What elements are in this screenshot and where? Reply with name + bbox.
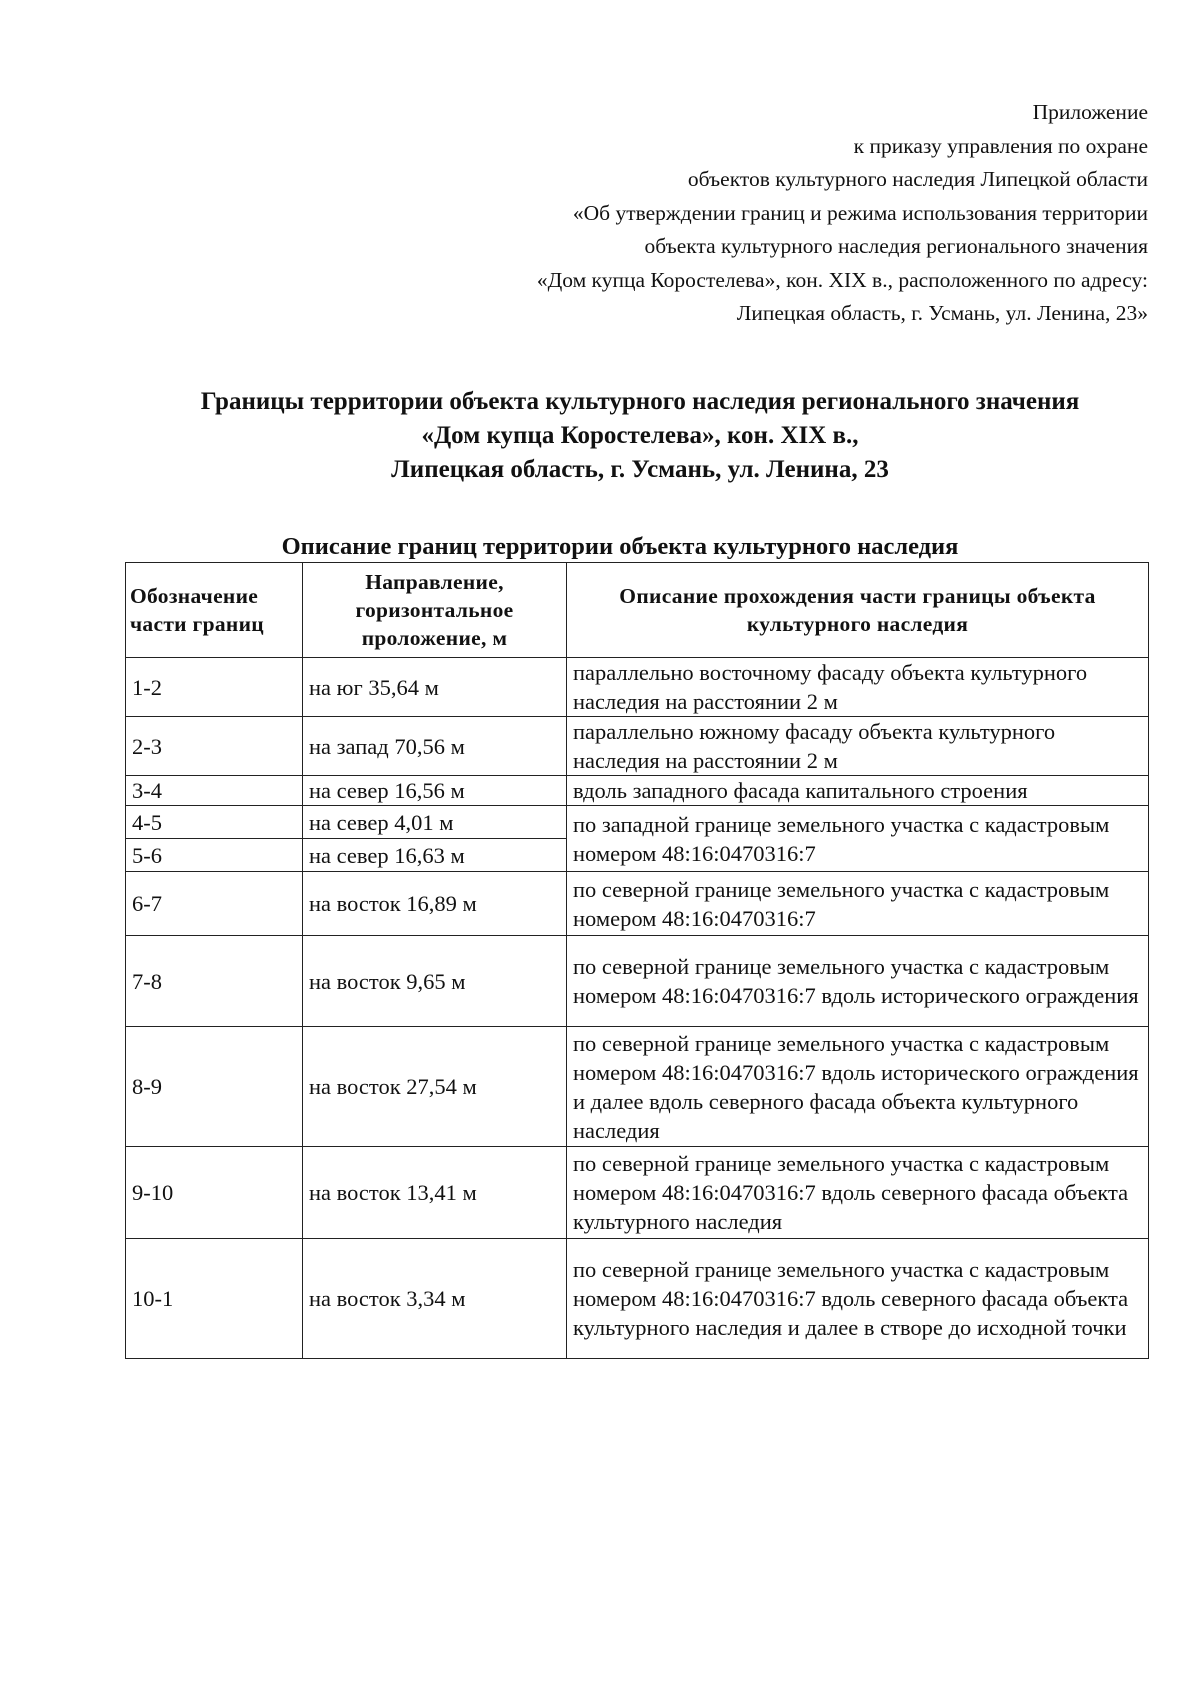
direction-cell: на восток 13,41 м — [303, 1147, 567, 1239]
direction-cell: на север 16,56 м — [303, 776, 567, 806]
description-cell: по северной границе земельного участка с кадастровым номером 48:16:0470316:7 вдоль северного фасада объекта культурного наследия — [567, 1147, 1149, 1239]
description-cell: по северной границе земельного участка с кадастровым номером 48:16:0470316:7 вдоль исторического ограждения и далее вдоль северного фасада объекта культурного наследия — [567, 1027, 1149, 1147]
direction-cell: на восток 27,54 м — [303, 1027, 567, 1147]
table-row — [126, 1239, 1149, 1359]
header-description: Описание прохождения части границы объекта культурного наследия — [567, 563, 1149, 658]
description-cell: по северной границе земельного участка с кадастровым номером 48:16:0470316:7 вдоль исторического ограждения — [567, 936, 1149, 1027]
table-row — [126, 717, 1149, 776]
table-row — [126, 776, 1149, 806]
appendix-line: объекта культурного наследия регионального значения — [644, 234, 1148, 258]
table-row — [126, 872, 1149, 936]
description-cell: параллельно южному фасаду объекта культурного наследия на расстоянии 2 м — [567, 717, 1149, 776]
segment-cell: 2-3 — [126, 717, 303, 776]
title-line: Границы территории объекта культурного наследия регионального значения — [200, 388, 1080, 415]
direction-cell: на юг 35,64 м — [303, 658, 567, 717]
header-direction: Направление, горизонтальное проложение, м — [303, 563, 567, 658]
table-row — [126, 806, 1149, 839]
table-header-row — [126, 563, 1149, 658]
description-cell: вдоль западного фасада капитального строения — [567, 776, 1149, 806]
title-line: «Дом купца Коростелева», кон. XIX в., — [421, 422, 859, 449]
description-cell: параллельно восточному фасаду объекта культурного наследия на расстоянии 2 м — [567, 658, 1149, 717]
segment-cell: 4-5 — [126, 806, 303, 839]
segment-cell: 8-9 — [126, 1027, 303, 1147]
segment-cell: 3-4 — [126, 776, 303, 806]
description-cell: по северной границе земельного участка с кадастровым номером 48:16:0470316:7 вдоль северного фасада объекта культурного наследия и далее в створе до исходной точки — [567, 1239, 1149, 1359]
direction-cell: на запад 70,56 м — [303, 717, 567, 776]
appendix-header — [537, 96, 1148, 331]
description-cell: по западной границе земельного участка с кадастровым номером 48:16:0470316:7 — [567, 806, 1149, 872]
table-caption: Описание границ территории объекта культурного наследия — [281, 533, 959, 560]
table-row — [126, 1027, 1149, 1147]
table-row — [126, 658, 1149, 717]
segment-cell: 7-8 — [126, 936, 303, 1027]
direction-cell: на восток 9,65 м — [303, 936, 567, 1027]
direction-cell: на восток 16,89 м — [303, 872, 567, 936]
document-title — [0, 385, 1200, 487]
appendix-line: «Об утверждении границ и режима использования территории — [572, 200, 1148, 225]
appendix-line: «Дом купца Коростелева», кон. XIX в., расположенного по адресу: — [536, 267, 1148, 292]
direction-cell: на север 16,63 м — [303, 839, 567, 872]
direction-cell: на восток 3,34 м — [303, 1239, 567, 1359]
title-line: Липецкая область, г. Усмань, ул. Ленина, 23 — [391, 456, 889, 483]
appendix-line: Липецкая область, г. Усмань, ул. Ленина, 23» — [736, 301, 1148, 325]
table-row — [126, 936, 1149, 1027]
segment-cell: 5-6 — [126, 839, 303, 872]
description-cell: по северной границе земельного участка с кадастровым номером 48:16:0470316:7 — [567, 872, 1149, 936]
table-row — [126, 1147, 1149, 1239]
appendix-line: Приложение — [1032, 100, 1148, 124]
header-segment: Обозначение части границ — [126, 563, 303, 658]
direction-cell: на север 4,01 м — [303, 806, 567, 839]
boundaries-table — [125, 562, 1149, 1359]
segment-cell: 6-7 — [126, 872, 303, 936]
appendix-line: к приказу управления по охране — [853, 133, 1148, 158]
segment-cell: 10-1 — [126, 1239, 303, 1359]
segment-cell: 9-10 — [126, 1147, 303, 1239]
appendix-line: объектов культурного наследия Липецкой области — [687, 167, 1148, 191]
segment-cell: 1-2 — [126, 658, 303, 717]
